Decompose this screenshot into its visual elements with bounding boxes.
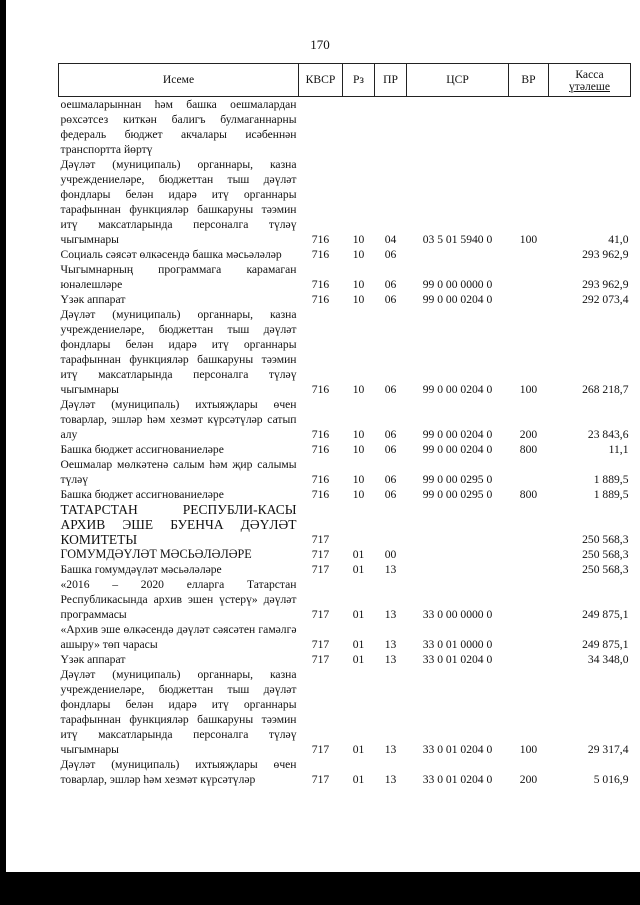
row-vr (509, 292, 549, 307)
row-name: ГОМУМДӘҮЛӘТ МӘСЬӘЛӘЛӘРЕ (60, 547, 252, 561)
row-name: Социаль сәясәт өлкәсендә башка мәсьәләләр (60, 248, 282, 261)
row-name: Дәүләт (муниципаль) органнары, казна учреждениеләре, бюджеттан тыш дәүләт фондлары белән идарә итү органнары тарафыннан функцияләр башкаруны тәэмин итү максатларында персоналга түләү чыгымнары (60, 158, 297, 246)
row-vr: 800 (519, 443, 538, 456)
table-row (59, 97, 631, 158)
table-row (59, 562, 631, 577)
row-sum: 11,1 (608, 443, 629, 456)
row-name: Дәүләт (муниципаль) органнары, казна учреждениеләре, бюджеттан тыш дәүләт фондлары белән идарә итү органнары тарафыннан функцияләр башкаруны тәэмин итү максатларында персоналга түләү чыгымнары (60, 668, 297, 756)
scan-bottom-edge (0, 872, 640, 905)
row-sum: 250 568,3 (582, 548, 629, 561)
row-csr: 99 0 00 0295 0 (422, 488, 493, 501)
row-pr: 13 (384, 773, 397, 786)
row-pr (375, 502, 407, 547)
row-pr (375, 97, 407, 158)
row-name: Дәүләт (муниципаль) ихтыяҗлары өчен товарлар, эшләр һәм хезмәт күрсәтүләр (60, 758, 297, 786)
row-pr: 06 (384, 383, 397, 396)
row-pr: 04 (384, 233, 397, 246)
row-csr: 99 0 00 0204 0 (422, 293, 493, 306)
row-sum: 268 218,7 (582, 383, 629, 396)
row-csr: 33 0 00 0000 0 (422, 608, 493, 621)
table-row (59, 457, 631, 487)
row-rz (343, 97, 375, 158)
row-rz: 01 (352, 638, 365, 651)
row-kvsr: 716 (311, 428, 330, 441)
col-header-kassa (549, 64, 631, 97)
row-rz: 01 (352, 773, 365, 786)
row-name: Башка гомумдәүләт мәсьәләләре (60, 563, 222, 576)
table-body (59, 97, 631, 788)
table-row (59, 502, 631, 547)
row-rz: 01 (352, 563, 365, 576)
row-pr: 06 (384, 488, 397, 501)
row-rz: 10 (352, 278, 365, 291)
row-name: Башка бюджет ассигнованиеләре (60, 488, 224, 501)
row-vr: 100 (519, 743, 538, 756)
row-vr (509, 622, 549, 652)
row-kvsr: 716 (311, 473, 330, 486)
row-sum (549, 97, 631, 158)
row-vr (509, 502, 549, 547)
row-name: ТАТАРСТАН РЕСПУБЛИ-КАСЫ АРХИВ ЭШЕ БУЕНЧА ДӘҮЛӘТ КОМИТЕТЫ (60, 502, 297, 547)
row-kvsr: 716 (311, 248, 330, 261)
row-sum: 249 875,1 (582, 608, 629, 621)
row-kvsr: 717 (311, 773, 330, 786)
table-row (59, 157, 631, 247)
row-kvsr: 716 (311, 383, 330, 396)
row-kvsr: 717 (311, 638, 330, 651)
row-vr (509, 247, 549, 262)
row-name: «Архив эше өлкәсендә дәүләт сәясәтен гамәлгә ашыру» төп чарасы (60, 623, 297, 651)
row-sum: 293 962,9 (582, 248, 629, 261)
row-vr: 100 (519, 383, 538, 396)
row-csr: 99 0 00 0204 0 (422, 383, 493, 396)
row-rz: 01 (352, 743, 365, 756)
table-row (59, 547, 631, 562)
row-kvsr: 716 (311, 293, 330, 306)
row-sum: 249 875,1 (582, 638, 629, 651)
row-name: Үзәк аппарат (60, 293, 126, 306)
col-header-kassa-line2: үтәлеше (568, 80, 610, 93)
row-vr (509, 577, 549, 622)
row-rz: 10 (352, 428, 365, 441)
row-rz: 10 (352, 443, 365, 456)
table-row (59, 622, 631, 652)
row-pr: 06 (384, 428, 397, 441)
row-vr (509, 562, 549, 577)
row-vr: 800 (519, 488, 538, 501)
row-rz: 01 (352, 608, 365, 621)
row-sum: 29 317,4 (587, 743, 629, 756)
row-pr: 06 (384, 278, 397, 291)
col-header-csr: ЦСР (407, 64, 509, 97)
row-kvsr: 717 (311, 608, 330, 621)
row-kvsr: 717 (311, 563, 330, 576)
scan-left-edge (0, 0, 6, 872)
row-vr (509, 262, 549, 292)
row-pr: 13 (384, 743, 397, 756)
row-sum: 293 962,9 (582, 278, 629, 291)
row-kvsr: 717 (311, 548, 330, 561)
row-sum: 1 889,5 (593, 488, 629, 501)
row-csr: 99 0 00 0295 0 (422, 473, 493, 486)
row-rz: 10 (352, 293, 365, 306)
row-pr: 00 (384, 548, 397, 561)
row-pr: 06 (384, 473, 397, 486)
row-name: Дәүләт (муниципаль) органнары, казна учреждениеләре, бюджеттан тыш дәүләт фондлары белән идарә итү органнары тарафыннан функцияләр башкаруны тәэмин итү максатларында персоналга түләү чыгымнары (60, 308, 297, 396)
row-pr: 06 (384, 248, 397, 261)
row-sum: 1 889,5 (593, 473, 629, 486)
row-kvsr: 717 (311, 743, 330, 756)
row-pr: 06 (384, 293, 397, 306)
row-csr: 99 0 00 0204 0 (422, 443, 493, 456)
row-csr: 99 0 00 0204 0 (422, 428, 493, 441)
row-kvsr (299, 97, 343, 158)
col-header-vr: ВР (509, 64, 549, 97)
row-vr (509, 457, 549, 487)
row-rz: 10 (352, 248, 365, 261)
row-csr: 33 0 01 0204 0 (422, 653, 493, 666)
table-row (59, 397, 631, 442)
row-sum: 5 016,9 (593, 773, 629, 786)
row-csr (407, 247, 509, 262)
table-row (59, 442, 631, 457)
table-row (59, 307, 631, 397)
col-header-kassa-line1: Касса (575, 68, 604, 81)
table-row (59, 652, 631, 667)
row-csr: 33 0 01 0000 0 (422, 638, 493, 651)
row-rz: 10 (352, 488, 365, 501)
row-csr: 33 0 01 0204 0 (422, 773, 493, 786)
row-kvsr: 717 (311, 533, 330, 546)
row-pr: 13 (384, 563, 397, 576)
row-csr: 33 0 01 0204 0 (422, 743, 493, 756)
row-csr (407, 97, 509, 158)
row-pr: 13 (384, 638, 397, 651)
row-csr (407, 547, 509, 562)
row-kvsr: 716 (311, 488, 330, 501)
row-kvsr: 716 (311, 443, 330, 456)
row-name: Үзәк аппарат (60, 653, 126, 666)
col-header-name: Исеме (59, 64, 299, 97)
row-name: Оешмалар мөлкәтенә салым һәм җир салымы түләү (60, 458, 297, 486)
table-row (59, 487, 631, 502)
row-kvsr: 717 (311, 653, 330, 666)
budget-table (58, 63, 631, 787)
row-vr (509, 97, 549, 158)
row-vr: 200 (519, 428, 538, 441)
table-row (59, 247, 631, 262)
table-header-row (59, 64, 631, 97)
page-number: 170 (310, 37, 330, 52)
row-pr: 06 (384, 443, 397, 456)
row-vr: 200 (519, 773, 538, 786)
row-csr: 03 5 01 5940 0 (422, 233, 493, 246)
row-vr (509, 547, 549, 562)
row-vr (509, 652, 549, 667)
row-sum: 292 073,4 (582, 293, 629, 306)
row-rz: 01 (352, 548, 365, 561)
row-rz (343, 502, 375, 547)
row-csr: 99 0 00 0000 0 (422, 278, 493, 291)
row-sum: 250 568,3 (582, 563, 629, 576)
row-name: «2016 – 2020 елларга Татарстан Республикасында архив эшен үстерү» дәүләт программасы (60, 578, 297, 621)
row-name: Дәүләт (муниципаль) ихтыяҗлары өчен товарлар, эшләр һәм хезмәт күрсәтүләр сатып алу (60, 398, 297, 441)
row-sum: 23 843,6 (587, 428, 629, 441)
row-csr (407, 562, 509, 577)
row-sum: 250 568,3 (582, 533, 629, 546)
row-pr: 13 (384, 653, 397, 666)
row-kvsr: 716 (311, 278, 330, 291)
table-row (59, 757, 631, 787)
row-name: Чыгымнарның программага карамаган юнәлешләре (60, 263, 297, 291)
table-row (59, 292, 631, 307)
row-pr: 13 (384, 608, 397, 621)
row-sum: 41,0 (608, 233, 629, 246)
row-csr (407, 502, 509, 547)
row-name: оешмаларыннан һәм башка оешмалардан рөхсәтсез киткән балигъ булмаганнарны федераль бюджет акчалары исәбеннән транспортта йөртү (60, 98, 297, 156)
row-rz: 10 (352, 233, 365, 246)
row-rz: 10 (352, 383, 365, 396)
col-header-rz: Рз (343, 64, 375, 97)
row-kvsr: 716 (311, 233, 330, 246)
table-row (59, 577, 631, 622)
row-rz: 01 (352, 653, 365, 666)
col-header-pr: ПР (375, 64, 407, 97)
table-row (59, 262, 631, 292)
row-rz: 10 (352, 473, 365, 486)
table-row (59, 667, 631, 757)
col-header-kvsr: КВСР (299, 64, 343, 97)
row-vr: 100 (519, 233, 538, 246)
row-name: Башка бюджет ассигнованиеләре (60, 443, 224, 456)
row-sum: 34 348,0 (587, 653, 629, 666)
